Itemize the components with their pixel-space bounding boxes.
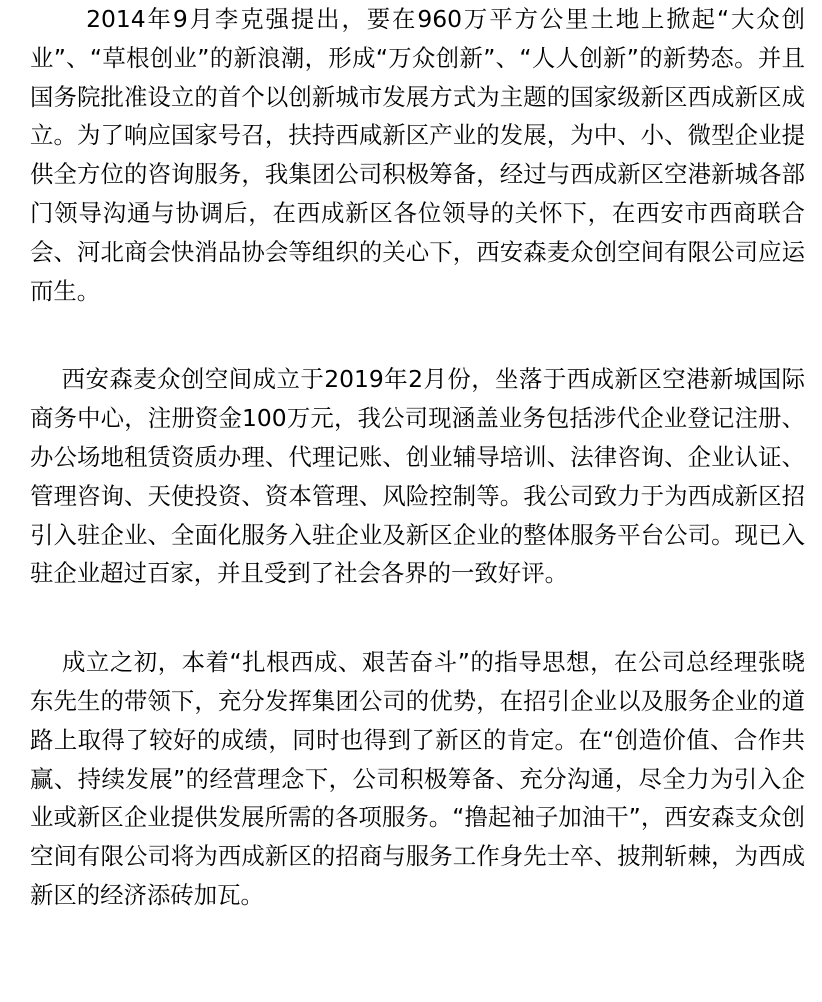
paragraph-founding-principles: 成立之初，本着“扎根西成、艰苦奋斗”的指导思想，在公司总经理张晓东先生的带领下，充分发挥集团公司的优势，在招引企业以及服务企业的道路上取得了较好的成绩，同时也得到了新区的肯定。在“创造价值、合作共赢、持续发展”的经营理念下，公司积极筹备、充分沟通，尽全力为引入企业或新区企业提供发展所需的各项服务。“撸起袖子加油干”，西安森支众创空间有限公司将为西成新区的招商与服务工作身先士卒、披荆斩棘，为西成新区的经济添砖加瓦。 bbox=[30, 648, 805, 909]
paragraph-company-overview: 西安森麦众创空间成立于2019年2月份，坐落于西成新区空港新城国际商务中心，注册资金100万元，我公司现涵盖业务包括涉代企业登记注册、办公场地租赁资质办理、代理记账、创业辅导培训、法律咨询、企业认证、管理咨询、天使投资、资本管理、风险控制等。我公司致力于为西成新区招引入驻企业、全面化服务入驻企业及新区企业的整体服务平台公司。现已入驻企业超过百家，并且受到了社会各界的一致好评。 bbox=[30, 365, 805, 588]
paragraph-spacer bbox=[30, 593, 805, 643]
paragraph-intro: 2014年9月李克强提出，要在960万平方公里土地上掀起“大众创业”、“草根创业”的新浪潮，形成“万众创新”、“人人创新”的新势态。并且国务院批准设立的首个以创新城市发展方式为主题的国家级新区西成新区成立。为了响应国家号召，扶持西咸新区产业的发展，为中、小、微型企业提供全方位的咨询服务，我集团公司积极筹备，经过与西成新区空港新城各部门领导沟通与协调后，在西成新区各位领导的关怀下，在西安市西商联合会、河北商会快消品协会等组织的关心下，西安森麦众创空间有限公司应运而生。 bbox=[30, 5, 805, 305]
document-body bbox=[30, 0, 805, 915]
paragraph-spacer bbox=[30, 310, 805, 360]
